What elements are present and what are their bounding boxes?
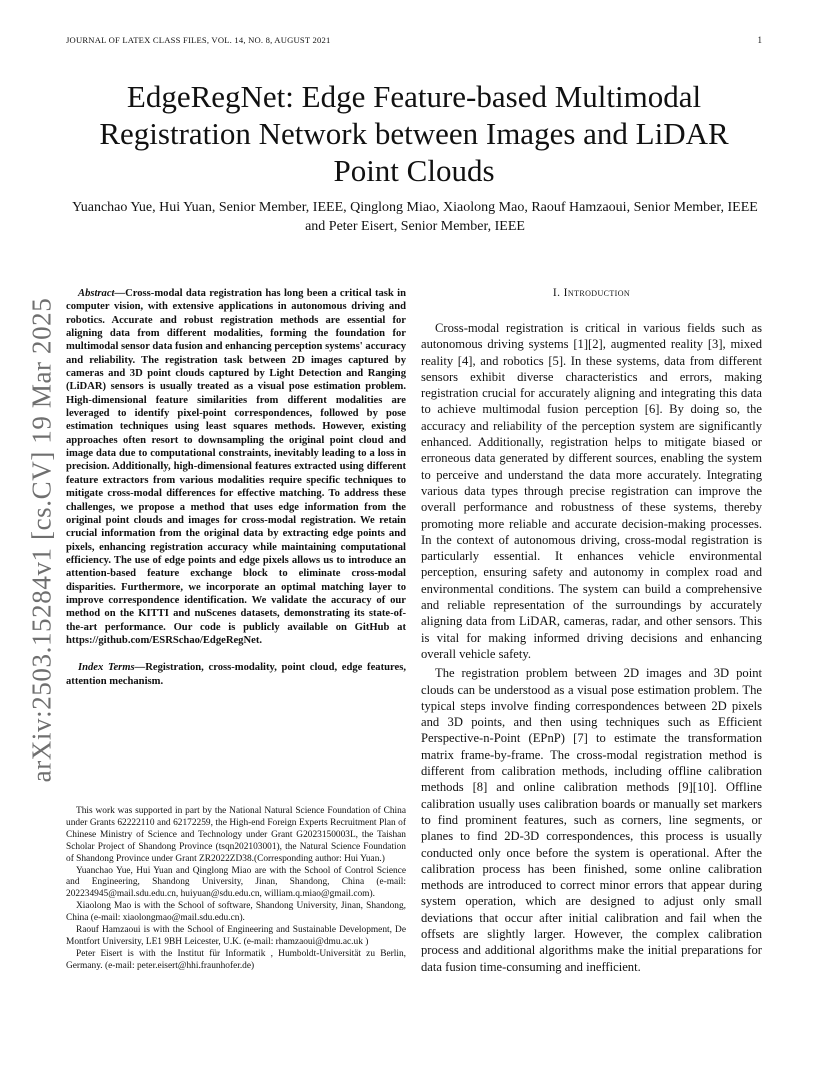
index-terms-label: Index Terms— <box>78 662 146 674</box>
left-column <box>66 287 406 688</box>
page-number: 1 <box>757 35 762 45</box>
paper-title: EdgeRegNet: Edge Feature-based Multimodal Registration Network between Images and LiDAR Point Clouds <box>99 79 729 188</box>
section-heading: I. Introduction <box>552 287 631 299</box>
author-list: Yuanchao Yue, Hui Yuan, Senior Member, IEEE, Qinglong Miao, Xiaolong Mao, Raouf Hamzaoui, Senior Member, IEEE and Peter Eisert, Senior Member, IEEE <box>72 200 758 234</box>
footnote-affiliation: Peter Eisert is with the Institut für Informatik , Humboldt-Universität zu Berlin, Germany. (e-mail: peter.eisert@hhi.fraunhofer.de) <box>66 948 406 971</box>
intro-paragraph: Cross-modal registration is critical in various fields such as autonomous driving systems [1][2], augmented reality [3], mixed reality [4], and robotics [5]. In these systems, data from different sensors exhibit diverse characteristics and errors, making registration crucial for accurately aligning and integrating this data to achieve multimodal fusion perception [6]. By doing so, the accuracy and reliability of the perception system are significantly enhanced. Additionally, registration helps to mitigate biased or erroneous data generated by different sources, enabling the system to perceive and understand the data more accurately. Integrating various data types through precise registration can improve the overall performance and robustness of these systems, thereby promoting more reliable and accurate decision-making processes. In the context of autonomous driving, cross-modal registration is particularly essential. It enhances vehicle environmental perception, ensuring safety and autonomy in complex road and environmental conditions. The system can build a comprehensive and reliable representation of the surroundings by accurately aligning data from LiDAR, cameras, radar, and other sensors. This is vital for making informed driving decisions and enhancing overall vehicle safety. <box>421 321 762 661</box>
arxiv-stamp: arXiv:2503.15284v1 [cs.CV] 19 Mar 2025 <box>26 297 57 783</box>
abstract-text: Cross-modal data registration has long been a critical task in computer vision, with extensive applications in autonomous driving and robotics. Accurate and robust registration methods are essential for aligning data from different modalities, forming the foundation for multimodal sensor data fusion and enhancing perception systems' accuracy and reliability. The registration task between 2D images captured by cameras and 3D point clouds captured by Light Detection and Ranging (LiDAR) sensors is usually treated as a visual pose estimation problem. High-dimensional feature similarities from different modalities are leveraged to identify pixel-point correspondences, followed by pose estimation techniques using least squares methods. However, existing approaches often resort to downsampling the original point cloud and image data due to computational constraints, inevitably leading to a loss in precision. Additionally, high-dimensional features extracted using different feature extractors from various modalities require specific techniques to mitigate cross-modal differences for effective matching. To address these challenges, we propose a method that uses edge information from the original point clouds and images for cross-modal registration. We retain crucial information from the original data by extracting edge points and pixels, enhancing registration accuracy while maintaining computational efficiency. The use of edge points and edge pixels allows us to introduce an attention-based feature exchange block to eliminate cross-modal disparities. Furthermore, we incorporate an optimal matching layer to improve correspondence identification. We validate the accuracy of our method on the KITTI and nuScenes datasets, demonstrating its state-of-the-art performance. Our code is publicly available on GitHub at https://github.com/ESRSchao/EdgeRegNet. <box>66 288 406 646</box>
footnote-funding: This work was supported in part by the National Natural Science Foundation of China under Grants 62222110 and 62172259, the High-end Foreign Experts Recruitment Plan of Chinese Ministry of Science and Technology under Grant G2023150003L, the Taishan Scholar Project of Shandong Province (tsqn202103001), the Natural Science Foundation of Shandong Province under Grant ZR2022ZD38.(Corresponding author: Hui Yuan.) <box>66 806 406 864</box>
index-terms-text: Registration, cross-modality, point cloud, edge features, attention mechanism. <box>66 662 406 687</box>
abstract <box>66 287 406 647</box>
footnote-affiliation: Yuanchao Yue, Hui Yuan and Qinglong Miao are with the School of Control Science and Engineering, Shandong University, Jinan, Shandong, China (e-mail: 202234945@mail.sdu.edu.cn, huiyuan@sdu.edu.cn, william.q.miao@gmail.com). <box>66 865 406 900</box>
footnote-affiliation: Raouf Hamzaoui is with the School of Engineering and Sustainable Development, De Montfort University, LE1 9BH Leicester, U.K. (e-mail: rhamzaoui@dmu.ac.uk ) <box>66 925 406 947</box>
journal-header: JOURNAL OF LATEX CLASS FILES, VOL. 14, NO. 8, AUGUST 2021 <box>66 35 331 45</box>
footnotes <box>66 806 406 973</box>
intro-paragraph: The registration problem between 2D images and 3D point clouds can be understood as a visual pose estimation problem. The typical steps involve finding correspondences between 2D pixels and 3D points, and then using techniques such as Efficient Perspective-n-Point (EPnP) [7] to estimate the transformation matrix frame-by-frame. The cross-modal registration method is different from calibration methods, including offline calibration methods [8] and online calibration methods [9][10]. Offline calibration usually uses calibration boards or manually set markers to find prominent features, such as corners, line segments, or planes to find 2D-3D correspondences, this process is usually conducted only once before the system is operational. After the calibration process has been finished, some online calibration methods are introduced to correct minor errors that appear during system operation, which are designed to adjust only small deviations that occur after initial calibration and fail when the offsets are slightly larger. However, the complex calibration process and additional algorithms make the initial preparations for data fusion time-consuming and inefficient. <box>421 666 762 974</box>
index-terms <box>66 661 406 688</box>
right-column <box>421 287 762 975</box>
abstract-label: Abstract— <box>78 288 126 299</box>
footnote-affiliation: Xiaolong Mao is with the School of software, Shandong University, Jinan, Shandong, China (e-mail: xiaolongmao@mail.sdu.edu.cn). <box>66 901 406 924</box>
